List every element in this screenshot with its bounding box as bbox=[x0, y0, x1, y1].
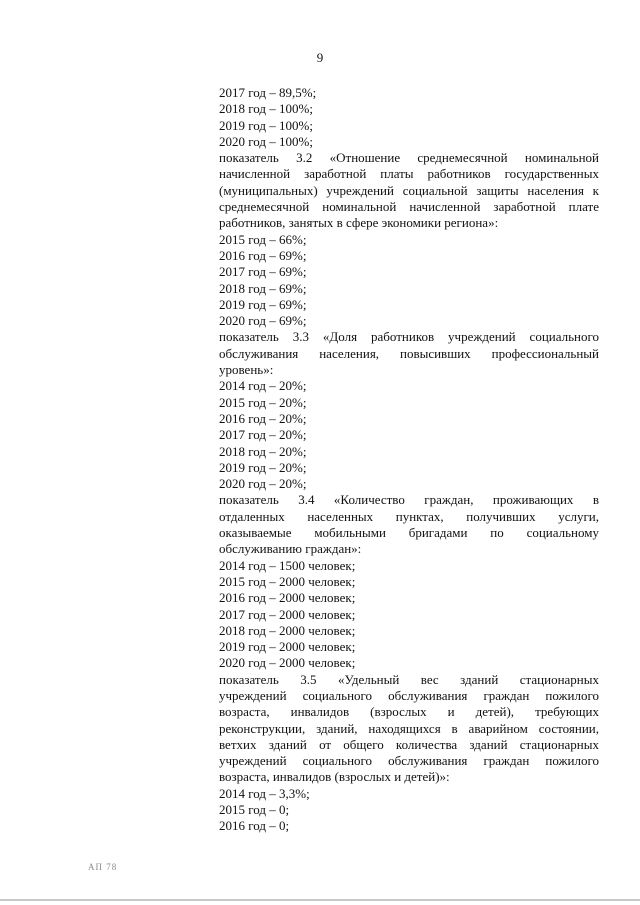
list-item: 2018 год – 2000 человек; bbox=[219, 622, 356, 638]
paragraph-line: учреждений социального обслуживания граждан пожилого bbox=[219, 687, 599, 703]
list-item: 2016 год – 2000 человек; bbox=[219, 590, 356, 606]
paragraph-line: возраста, инвалидов (взрослых и детей)»: bbox=[219, 769, 450, 785]
list-item: 2014 год – 20%; bbox=[219, 378, 307, 394]
list-item: 2015 год – 2000 человек; bbox=[219, 573, 356, 589]
page-number: 9 bbox=[316, 50, 324, 65]
list-item: 2019 год – 2000 человек; bbox=[219, 639, 356, 655]
paragraph-line: ветхих зданий от общего количества зданий стационарных bbox=[219, 736, 599, 752]
paragraph-line: работников, занятых в сфере экономики региона»: bbox=[219, 215, 499, 231]
list-item: 2017 год – 2000 человек; bbox=[219, 606, 356, 622]
list-item: 2015 год – 20%; bbox=[219, 394, 307, 410]
list-item: 2017 год – 20%; bbox=[219, 427, 307, 443]
paragraph-line: обслуживанию граждан»: bbox=[219, 541, 362, 557]
indicator-3-3-paragraph bbox=[219, 329, 599, 378]
list-item: 2019 год – 20%; bbox=[219, 459, 307, 475]
list-item: 2015 год – 0; bbox=[219, 802, 290, 818]
list-item: 2017 год – 69%; bbox=[219, 264, 307, 280]
indicator-3-2-paragraph bbox=[219, 150, 599, 231]
list-item: 2019 год – 69%; bbox=[219, 296, 307, 312]
list-item: 2020 год – 20%; bbox=[219, 476, 307, 492]
list-item: 2018 год – 69%; bbox=[219, 280, 307, 296]
list-item: 2018 год – 100%; bbox=[219, 101, 313, 117]
list-item: 2014 год – 1500 человек; bbox=[219, 557, 356, 573]
list-item: 2020 год – 69%; bbox=[219, 313, 307, 329]
paragraph-line: показатель 3.5 «Удельный вес зданий стационарных bbox=[219, 671, 599, 687]
footer-mark: АП 78 bbox=[88, 862, 118, 872]
indicator-3-4-paragraph bbox=[219, 492, 599, 557]
paragraph-line: учреждений социального обслуживания граждан пожилого bbox=[219, 753, 599, 769]
list-item: 2015 год – 66%; bbox=[219, 231, 307, 247]
paragraph-line: оказываемые мобильными бригадами по социальному bbox=[219, 525, 599, 541]
paragraph-line: отдаленных населенных пунктах, получивших услуги, bbox=[219, 508, 599, 524]
list-item: 2020 год – 100%; bbox=[219, 133, 313, 149]
paragraph-line: показатель 3.2 «Отношение среднемесячной номинальной bbox=[219, 150, 599, 166]
paragraph-line: (муниципальных) учреждений социальной защиты населения к bbox=[219, 182, 599, 198]
document-body bbox=[219, 85, 599, 835]
page-edge-divider bbox=[0, 899, 640, 901]
paragraph-line: реконструкции, зданий, находящихся в аварийном состоянии, bbox=[219, 720, 599, 736]
paragraph-line: показатель 3.3 «Доля работников учреждений социального bbox=[219, 329, 599, 345]
paragraph-line: начисленной заработной платы работников государственных bbox=[219, 166, 599, 182]
list-item: 2014 год – 3,3%; bbox=[219, 785, 310, 801]
list-item: 2020 год – 2000 человек; bbox=[219, 655, 356, 671]
list-item: 2016 год – 20%; bbox=[219, 410, 307, 426]
list-item: 2018 год – 20%; bbox=[219, 443, 307, 459]
indicator-3-5-paragraph bbox=[219, 672, 599, 786]
list-item: 2017 год – 89,5%; bbox=[219, 85, 317, 100]
paragraph-line: обслуживания населения, повысивших профессиональный bbox=[219, 345, 599, 361]
list-item: 2016 год – 0; bbox=[219, 818, 290, 834]
paragraph-line: показатель 3.4 «Количество граждан, проживающих в bbox=[219, 492, 599, 508]
list-item: 2019 год – 100%; bbox=[219, 117, 313, 133]
paragraph-line: уровень»: bbox=[219, 362, 274, 378]
paragraph-line: возраста, инвалидов (взрослых и детей), требующих bbox=[219, 704, 599, 720]
list-item: 2016 год – 69%; bbox=[219, 247, 307, 263]
paragraph-line: среднемесячной номинальной начисленной заработной плате bbox=[219, 199, 599, 215]
